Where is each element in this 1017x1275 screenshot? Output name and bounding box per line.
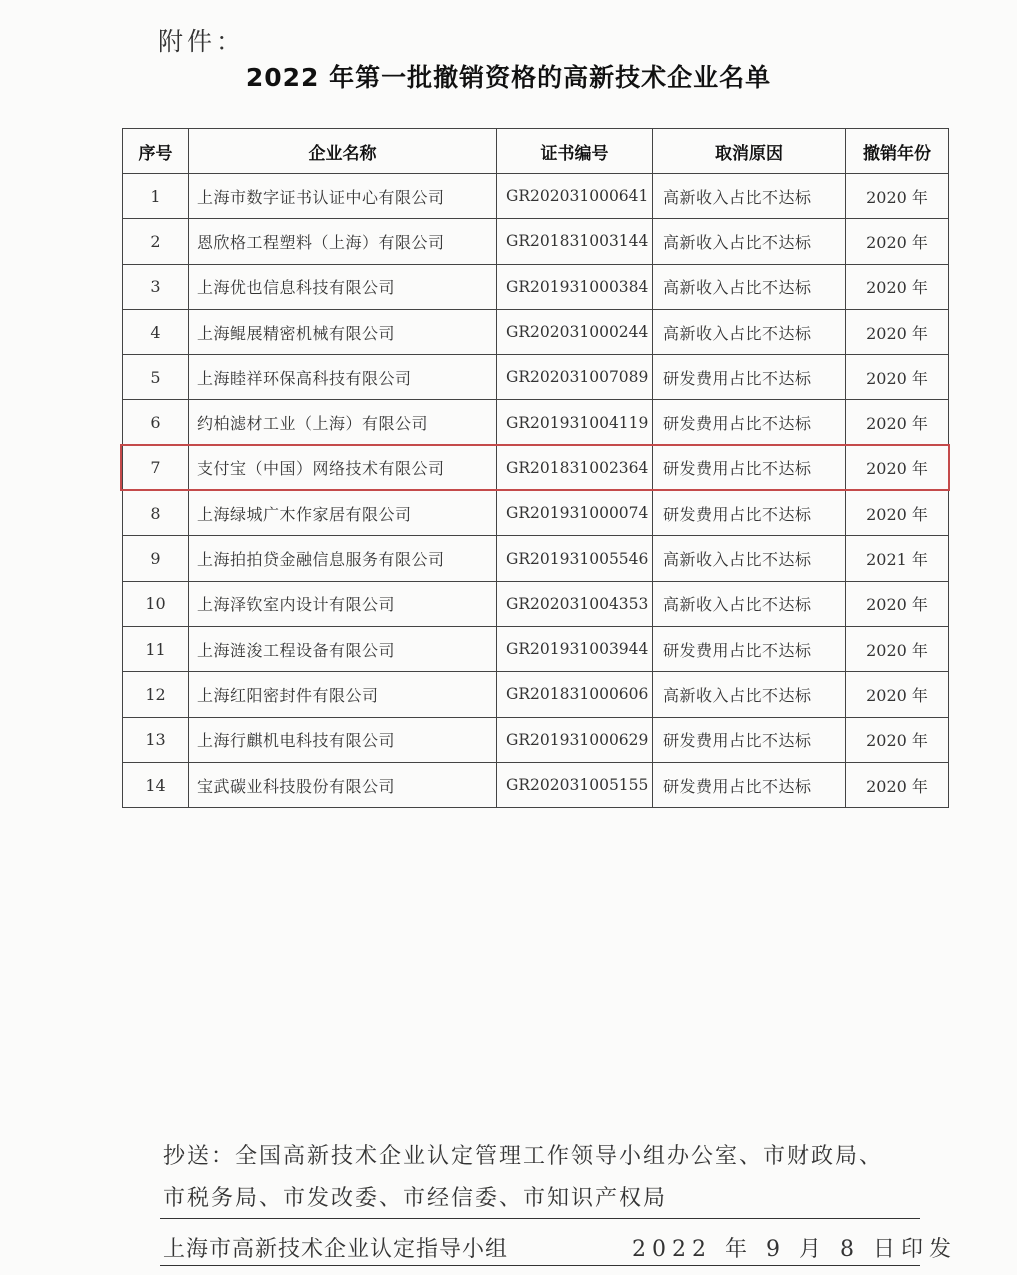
cell-company-name: 上海泽钦室内设计有限公司 <box>189 581 497 626</box>
cc-block <box>163 1136 943 1220</box>
issue-date: 2022 年 9 月 8 日印发 <box>632 1237 957 1262</box>
cell-company-name: 上海市数字证书认证中心有限公司 <box>189 174 497 219</box>
table-row <box>123 400 949 445</box>
cell-certificate-no: GR201931000629 <box>497 717 653 762</box>
cell-reason: 研发费用占比不达标 <box>653 717 846 762</box>
cell-index: 13 <box>123 717 189 762</box>
cell-index: 8 <box>123 491 189 536</box>
cell-index: 12 <box>123 672 189 717</box>
cell-certificate-no: GR202031007089 <box>497 355 653 400</box>
cell-year: 2020 年 <box>846 491 949 536</box>
cell-certificate-no: GR201931000384 <box>497 264 653 309</box>
cell-certificate-no: GR201931005546 <box>497 536 653 581</box>
cell-reason: 研发费用占比不达标 <box>653 626 846 671</box>
table-header-row <box>123 129 949 174</box>
cell-index: 10 <box>123 581 189 626</box>
document-title: 2022 年第一批撤销资格的高新技术企业名单 <box>245 63 772 92</box>
cell-reason: 高新收入占比不达标 <box>653 581 846 626</box>
cell-reason: 研发费用占比不达标 <box>653 762 846 807</box>
cell-company-name: 上海鲲展精密机械有限公司 <box>189 309 497 354</box>
footer-rule-bottom <box>160 1265 920 1266</box>
cell-company-name: 支付宝（中国）网络技术有限公司 <box>189 445 497 490</box>
cell-reason: 研发费用占比不达标 <box>653 400 846 445</box>
table-row <box>123 672 949 717</box>
col-header-year: 撤销年份 <box>846 129 949 174</box>
cell-year: 2020 年 <box>846 581 949 626</box>
cell-company-name: 上海涟浚工程设备有限公司 <box>189 626 497 671</box>
cell-index: 7 <box>123 445 189 490</box>
cell-company-name: 恩欣格工程塑料（上海）有限公司 <box>189 219 497 264</box>
cell-reason: 高新收入占比不达标 <box>653 219 846 264</box>
cell-company-name: 上海拍拍贷金融信息服务有限公司 <box>189 536 497 581</box>
cell-certificate-no: GR202031005155 <box>497 762 653 807</box>
cell-year: 2020 年 <box>846 264 949 309</box>
cell-company-name: 上海行麒机电科技有限公司 <box>189 717 497 762</box>
cell-year: 2020 年 <box>846 672 949 717</box>
cell-certificate-no: GR201931004119 <box>497 400 653 445</box>
table-row <box>123 174 949 219</box>
revoked-enterprises-table <box>122 128 949 808</box>
cell-year: 2020 年 <box>846 445 949 490</box>
table-row <box>123 536 949 581</box>
table-row <box>123 309 949 354</box>
cell-reason: 研发费用占比不达标 <box>653 491 846 536</box>
cell-year: 2020 年 <box>846 626 949 671</box>
cell-company-name: 约柏滤材工业（上海）有限公司 <box>189 400 497 445</box>
cell-reason: 高新收入占比不达标 <box>653 309 846 354</box>
cell-index: 6 <box>123 400 189 445</box>
cell-index: 3 <box>123 264 189 309</box>
cell-year: 2021 年 <box>846 536 949 581</box>
table-row <box>123 264 949 309</box>
col-header-company: 企业名称 <box>189 129 497 174</box>
table-row <box>123 581 949 626</box>
cell-year: 2020 年 <box>846 355 949 400</box>
cell-reason: 研发费用占比不达标 <box>653 355 846 400</box>
cell-index: 4 <box>123 309 189 354</box>
attachment-label: 附件： <box>158 27 246 56</box>
col-header-certificate: 证书编号 <box>497 129 653 174</box>
table-row <box>123 626 949 671</box>
cell-index: 5 <box>123 355 189 400</box>
cell-company-name: 上海红阳密封件有限公司 <box>189 672 497 717</box>
cell-reason: 高新收入占比不达标 <box>653 264 846 309</box>
cell-reason: 高新收入占比不达标 <box>653 536 846 581</box>
table-row <box>123 355 949 400</box>
cell-certificate-no: GR202031000244 <box>497 309 653 354</box>
cell-index: 11 <box>123 626 189 671</box>
cell-reason: 研发费用占比不达标 <box>653 445 846 490</box>
cc-line-2: 市税务局、市发改委、市经信委、市知识产权局 <box>163 1186 668 1211</box>
cell-company-name: 上海绿城广木作家居有限公司 <box>189 491 497 536</box>
table-row <box>123 219 949 264</box>
cell-company-name: 宝武碳业科技股份有限公司 <box>189 762 497 807</box>
table-row <box>123 717 949 762</box>
cell-certificate-no: GR201831000606 <box>497 672 653 717</box>
cell-index: 14 <box>123 762 189 807</box>
table-row <box>123 445 949 490</box>
cell-reason: 高新收入占比不达标 <box>653 672 846 717</box>
cell-certificate-no: GR202031004353 <box>497 581 653 626</box>
col-header-index: 序号 <box>123 129 189 174</box>
cell-reason: 高新收入占比不达标 <box>653 174 846 219</box>
cell-year: 2020 年 <box>846 219 949 264</box>
issuer: 上海市高新技术企业认定指导小组 <box>163 1237 509 1262</box>
cell-year: 2020 年 <box>846 174 949 219</box>
cell-certificate-no: GR201931000074 <box>497 491 653 536</box>
cell-index: 1 <box>123 174 189 219</box>
cell-index: 9 <box>123 536 189 581</box>
footer-rule-top <box>160 1218 920 1219</box>
table-row <box>123 762 949 807</box>
cell-certificate-no: GR202031000641 <box>497 174 653 219</box>
cell-year: 2020 年 <box>846 309 949 354</box>
cell-company-name: 上海优也信息科技有限公司 <box>189 264 497 309</box>
cell-index: 2 <box>123 219 189 264</box>
cc-line-1: 抄送：全国高新技术企业认定管理工作领导小组办公室、市财政局、 <box>163 1144 884 1169</box>
cell-year: 2020 年 <box>846 762 949 807</box>
cell-certificate-no: GR201831003144 <box>497 219 653 264</box>
cell-company-name: 上海睦祥环保高科技有限公司 <box>189 355 497 400</box>
col-header-reason: 取消原因 <box>653 129 846 174</box>
table-row <box>123 491 949 536</box>
table-body <box>123 174 949 808</box>
cell-year: 2020 年 <box>846 400 949 445</box>
cell-certificate-no: GR201931003944 <box>497 626 653 671</box>
cell-year: 2020 年 <box>846 717 949 762</box>
cell-certificate-no: GR201831002364 <box>497 445 653 490</box>
